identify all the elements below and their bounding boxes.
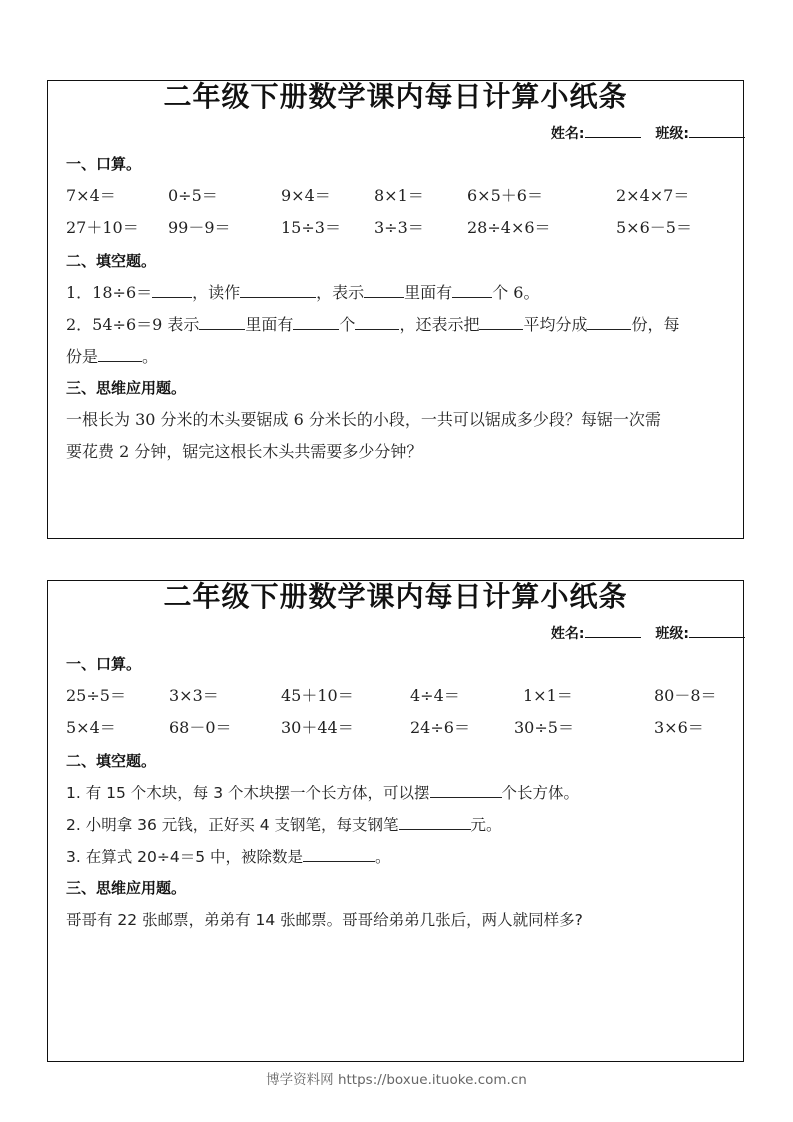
- name-blank[interactable]: [585, 623, 641, 638]
- fill-question-2-cont: 份是 。: [66, 347, 159, 366]
- word-problem-line: 要花费 2 分钟，锯完这根长木头共需要多少分钟？: [66, 442, 423, 461]
- answer-blank[interactable]: [199, 314, 245, 330]
- card-title: 二年级下册数学课内每日计算小纸条: [163, 580, 628, 613]
- name-label: 姓名:: [550, 126, 585, 142]
- oral-problem: 3×6＝: [654, 718, 704, 737]
- fill-question-2: 2. 小明拿 36 元钱，正好买 4 支钢笔，每支钢笔 元。: [66, 816, 502, 834]
- name-blank[interactable]: [585, 123, 641, 138]
- answer-blank[interactable]: [430, 782, 502, 798]
- oral-problem: 9×4＝: [281, 186, 331, 205]
- oral-problem: 28÷4×6＝: [467, 218, 551, 237]
- fill-question-2: 2．54÷6＝9 表示 里面有 个 ，还表示把 平均分成 份，每: [66, 315, 680, 334]
- card-title: 二年级下册数学课内每日计算小纸条: [163, 80, 628, 113]
- oral-problem: 4÷4＝: [410, 686, 460, 705]
- answer-blank[interactable]: [355, 314, 399, 330]
- oral-problem: 8×1＝: [374, 186, 424, 205]
- oral-problem: 80－8＝: [654, 686, 717, 705]
- section-fill-heading: 二、填空题。: [66, 252, 157, 270]
- answer-blank[interactable]: [452, 282, 492, 298]
- section-fill-heading: 二、填空题。: [66, 752, 157, 770]
- answer-blank[interactable]: [364, 282, 404, 298]
- word-problem-line: 一根长为 30 分米的木头要锯成 6 分米长的小段，一共可以锯成多少段？每锯一次需: [66, 410, 661, 429]
- worksheet-card-1: [47, 80, 744, 539]
- answer-blank[interactable]: [303, 846, 375, 862]
- oral-problem: 1×1＝: [523, 686, 573, 705]
- fill-question-3: 3. 在算式 20÷4＝5 中，被除数是 。: [66, 848, 391, 866]
- answer-blank[interactable]: [98, 346, 142, 362]
- name-class-row: [551, 123, 745, 143]
- answer-blank[interactable]: [587, 314, 631, 330]
- oral-problem: 30÷5＝: [514, 718, 574, 737]
- fill-question-1: 1．18÷6＝ ，读作 ，表示 里面有 个 6。: [66, 283, 540, 302]
- footer-source-link[interactable]: 博学资料网 https://boxue.ituoke.com.cn: [266, 1072, 527, 1088]
- oral-problem: 30＋44＝: [281, 718, 354, 737]
- oral-problem: 3÷3＝: [374, 218, 424, 237]
- oral-problem: 5×6－5＝: [616, 218, 692, 237]
- answer-blank[interactable]: [152, 282, 192, 298]
- oral-problem: 5×4＝: [66, 718, 116, 737]
- class-blank[interactable]: [689, 623, 745, 638]
- answer-blank[interactable]: [293, 314, 339, 330]
- section-oral-heading: 一、口算。: [66, 155, 142, 173]
- oral-problem: 25÷5＝: [66, 686, 126, 705]
- word-problem-line: 哥哥有 22 张邮票，弟弟有 14 张邮票。哥哥给弟弟几张后，两人就同样多?: [66, 911, 583, 929]
- answer-blank[interactable]: [479, 314, 523, 330]
- oral-problem: 15÷3＝: [281, 218, 341, 237]
- oral-problem: 68－0＝: [169, 718, 232, 737]
- answer-blank[interactable]: [240, 282, 316, 298]
- oral-problem: 99－9＝: [168, 218, 231, 237]
- answer-blank[interactable]: [399, 814, 471, 830]
- oral-problem: 27＋10＝: [66, 218, 139, 237]
- oral-problem: 6×5＋6＝: [467, 186, 543, 205]
- oral-problem: 45＋10＝: [281, 686, 354, 705]
- oral-problem: 3×3＝: [169, 686, 219, 705]
- class-blank[interactable]: [689, 123, 745, 138]
- section-word-problem-heading: 三、思维应用题。: [66, 379, 187, 397]
- worksheet-card-2: [47, 580, 744, 1062]
- section-oral-heading: 一、口算。: [66, 655, 142, 673]
- oral-problem: 0÷5＝: [168, 186, 218, 205]
- oral-problem: 7×4＝: [66, 186, 116, 205]
- name-class-row: [551, 623, 745, 643]
- class-label: 班级:: [655, 626, 689, 642]
- section-word-problem-heading: 三、思维应用题。: [66, 879, 187, 897]
- fill-question-1: 1. 有 15 个木块，每 3 个木块摆一个长方体，可以摆 个长方体。: [66, 784, 580, 802]
- oral-problem: 2×4×7＝: [616, 186, 690, 205]
- oral-problem: 24÷6＝: [410, 718, 470, 737]
- name-label: 姓名:: [550, 626, 585, 642]
- class-label: 班级:: [655, 126, 689, 142]
